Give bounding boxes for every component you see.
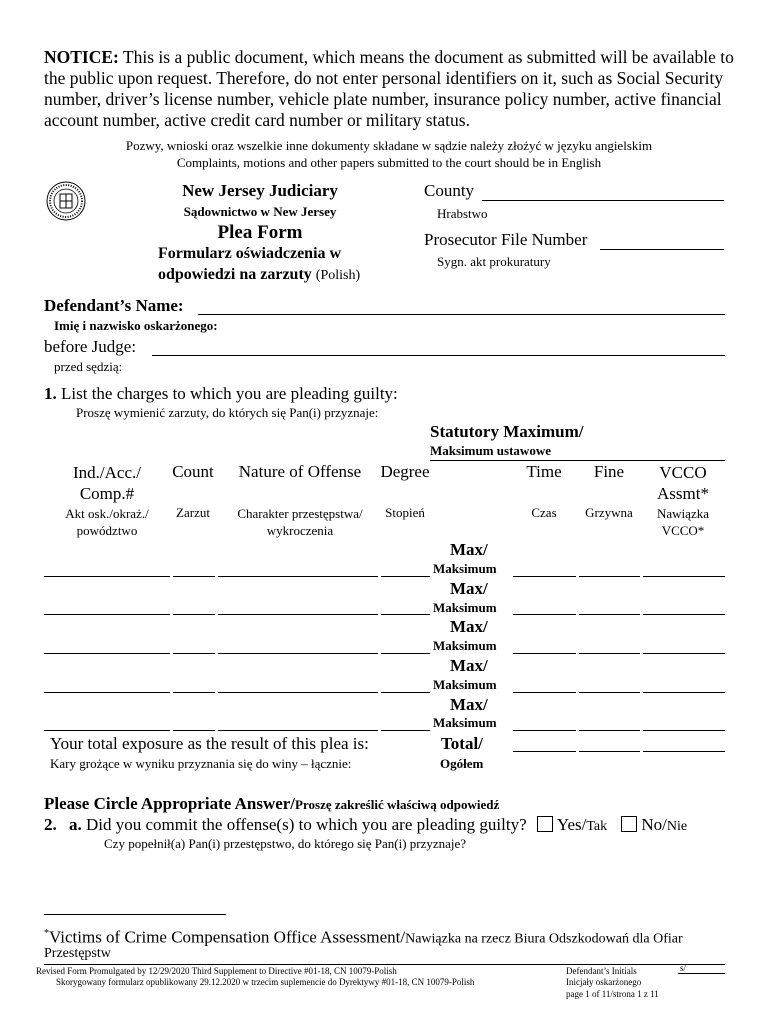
- ind-field[interactable]: [44, 614, 170, 615]
- vcco-field[interactable]: [643, 692, 725, 693]
- language-notice-english: Complaints, motions and other papers submitted to the court should be in English: [176, 155, 602, 170]
- fine-field[interactable]: [579, 576, 640, 577]
- degree-field[interactable]: [381, 576, 430, 577]
- q1-number: 1.: [44, 384, 57, 403]
- col-time-header: Time: [526, 462, 562, 481]
- defendant-name-label-pl: Imię i nazwisko oskarżonego:: [54, 318, 218, 333]
- q1-text: List the charges to which you are pleading guilty:: [61, 384, 398, 403]
- row-max-label-pl: Maksimum: [433, 600, 497, 615]
- footer-revised-pl: Skorygowany formularz opublikowany 29.12.2020 w trzecim suplemencie do Dyrektywy #01-18, CN 10079-Polish: [56, 977, 475, 987]
- row-max-label-pl: Maksimum: [433, 561, 497, 576]
- form-title: Plea Form: [217, 222, 303, 243]
- col-ind-header: Ind./Acc./ Comp.#: [73, 463, 141, 503]
- row-max-label: Max/: [450, 617, 488, 636]
- initials-label: Defendant’s Initials: [566, 966, 637, 976]
- initials-field[interactable]: [678, 973, 725, 974]
- no-option[interactable]: No/Nie: [621, 815, 687, 834]
- col-ind-header-pl: Akt osk./okraż./ powództwo: [65, 506, 149, 538]
- language-notice-polish: Pozwy, wnioski oraz wszelkie inne dokumenty składane w sądzie należy złożyć w języku angielskim: [125, 138, 653, 153]
- degree-field[interactable]: [381, 730, 430, 731]
- time-field[interactable]: [513, 653, 576, 654]
- footnote-rule: [44, 914, 226, 915]
- footnote-mark: *: [44, 928, 49, 939]
- initials-label-pl: Inicjały oskarżonego: [566, 977, 642, 987]
- judge-field[interactable]: [152, 355, 725, 356]
- notice-label: NOTICE:: [44, 47, 119, 67]
- q1-text-pl: Proszę wymienić zarzuty, do których się Pan(i) przyznaje:: [76, 405, 379, 420]
- fine-field[interactable]: [579, 653, 640, 654]
- vcco-field[interactable]: [643, 576, 725, 577]
- circle-instruction-pl: Proszę zakreślić właściwą odpowiedź: [295, 797, 500, 812]
- ind-field[interactable]: [44, 576, 170, 577]
- col-time-header-pl: Czas: [531, 505, 557, 520]
- form-language: (Polish): [315, 268, 361, 283]
- county-label-pl: Hrabstwo: [437, 206, 488, 221]
- footnote-text-pl: Nawiązka na rzecz Biura Odszkodowań dla Ofiar: [405, 931, 683, 947]
- county-label: County: [424, 181, 475, 200]
- count-field[interactable]: [173, 692, 215, 693]
- total-fine-field[interactable]: [579, 751, 640, 752]
- count-field[interactable]: [173, 614, 215, 615]
- yes-option[interactable]: Yes/Tak: [537, 815, 607, 834]
- form-title-pl-1: Formularz oświadczenia w: [158, 245, 342, 262]
- ind-field[interactable]: [44, 692, 170, 693]
- total-time-field[interactable]: [513, 751, 576, 752]
- court-seal-icon: [46, 181, 86, 221]
- col-count-header: Count: [172, 462, 214, 481]
- q2a-letter: a.: [69, 815, 82, 834]
- nature-field[interactable]: [218, 653, 378, 654]
- initials-signature-mark: s/: [680, 963, 687, 973]
- statutory-max-heading: Statutory Maximum/: [430, 422, 584, 441]
- ind-field[interactable]: [44, 730, 170, 731]
- fine-field[interactable]: [579, 692, 640, 693]
- vcco-field[interactable]: [643, 730, 725, 731]
- nature-field[interactable]: [218, 730, 378, 731]
- form-title-pl-2: odpowiedzi na zarzuty: [158, 266, 312, 283]
- total-label-pl: Ogółem: [440, 756, 484, 771]
- row-max-label: Max/: [450, 656, 488, 675]
- row-max-label-pl: Maksimum: [433, 638, 497, 653]
- judiciary-name-pl: Sądownictwo w New Jersey: [183, 204, 337, 219]
- yes-checkbox[interactable]: [537, 816, 553, 832]
- nature-field[interactable]: [218, 576, 378, 577]
- statutory-max-rule: [430, 460, 725, 461]
- footnote-text-pl-2: Przestępstw: [44, 946, 111, 961]
- col-nature-header: Nature of Offense: [238, 462, 362, 481]
- col-vcco-header: VCCO Assmt*: [657, 463, 709, 503]
- time-field[interactable]: [513, 692, 576, 693]
- judge-label: before Judge:: [44, 337, 137, 356]
- col-vcco-header-pl: Nawiązka VCCO*: [657, 506, 709, 538]
- nature-field[interactable]: [218, 614, 378, 615]
- vcco-field[interactable]: [643, 653, 725, 654]
- page-number: page 1 of 11/strona 1 z 11: [566, 989, 659, 999]
- total-label: Total/: [441, 734, 483, 753]
- time-field[interactable]: [513, 614, 576, 615]
- defendant-name-label: Defendant’s Name:: [44, 296, 184, 315]
- col-fine-header: Fine: [593, 462, 625, 481]
- col-degree-header-pl: Stopień: [385, 505, 425, 520]
- col-degree-header: Degree: [380, 462, 430, 481]
- row-max-label-pl: Maksimum: [433, 715, 497, 730]
- county-field[interactable]: [482, 200, 724, 201]
- degree-field[interactable]: [381, 692, 430, 693]
- fine-field[interactable]: [579, 614, 640, 615]
- count-field[interactable]: [173, 653, 215, 654]
- prosecutor-file-label-pl: Sygn. akt prokuratury: [437, 254, 551, 269]
- judiciary-name: New Jersey Judiciary: [182, 181, 338, 200]
- defendant-name-field[interactable]: [198, 314, 725, 315]
- total-vcco-field[interactable]: [643, 751, 725, 752]
- statutory-max-heading-pl: Maksimum ustawowe: [430, 443, 551, 458]
- prosecutor-file-label: Prosecutor File Number: [424, 230, 588, 249]
- footer-revised: Revised Form Promulgated by 12/29/2020 Third Supplement to Directive #01-18, CN 10079-Polish: [36, 966, 397, 976]
- row-max-label: Max/: [450, 540, 488, 559]
- vcco-field[interactable]: [643, 614, 725, 615]
- time-field[interactable]: [513, 576, 576, 577]
- col-count-header-pl: Zarzut: [176, 505, 210, 520]
- row-max-label: Max/: [450, 579, 488, 598]
- col-fine-header-pl: Grzywna: [585, 505, 633, 520]
- judge-label-pl: przed sędzią:: [54, 359, 123, 374]
- q2a-text: Did you commit the offense(s) to which you are pleading guilty?: [86, 815, 527, 834]
- circle-instruction: Please Circle Appropriate Answer/: [44, 794, 296, 813]
- notice-text: This is a public document, which means the document as submitted will be available to the public upon request. Therefore, do not enter personal identifiers on it, such as Social Security number, driver’s license number, vehicle plate number, insurance policy number, active financial account number, active credit card number or military status.: [44, 47, 734, 130]
- count-field[interactable]: [173, 576, 215, 577]
- footnote: [44, 924, 734, 950]
- footer-rule: [44, 964, 725, 965]
- col-nature-header-pl: Charakter przestępstwa/ wykroczenia: [237, 506, 363, 538]
- row-max-label-pl: Maksimum: [433, 677, 497, 692]
- q2a-line: [44, 815, 687, 835]
- exposure-label: Your total exposure as the result of this plea is:: [50, 734, 369, 753]
- footnote-text: Victims of Crime Compensation Office Assessment/: [49, 927, 406, 947]
- count-field[interactable]: [173, 730, 215, 731]
- time-field[interactable]: [513, 730, 576, 731]
- row-max-label: Max/: [450, 695, 488, 714]
- degree-field[interactable]: [381, 653, 430, 654]
- prosecutor-file-field[interactable]: [600, 249, 724, 250]
- fine-field[interactable]: [579, 730, 640, 731]
- ind-field[interactable]: [44, 653, 170, 654]
- degree-field[interactable]: [381, 614, 430, 615]
- nature-field[interactable]: [218, 692, 378, 693]
- q2-number: 2.: [44, 815, 57, 834]
- public-notice: [44, 47, 734, 131]
- exposure-label-pl: Kary grożące w wyniku przyznania się do winy – łącznie:: [50, 756, 352, 771]
- q2a-text-pl: Czy popełnił(a) Pan(i) przestępstwo, do którego się Pan(i) przyznaje?: [104, 836, 467, 851]
- no-checkbox[interactable]: [621, 816, 637, 832]
